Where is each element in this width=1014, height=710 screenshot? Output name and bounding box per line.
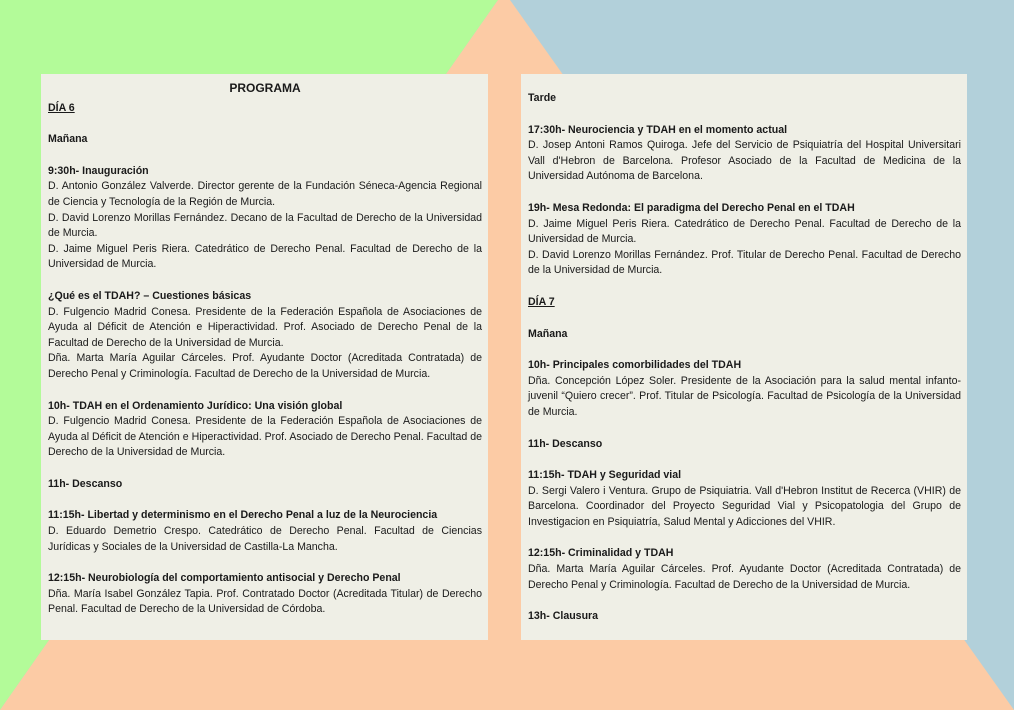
- program-right-panel: [521, 74, 967, 640]
- session-heading: 19h- Mesa Redonda: El paradigma del Derecho Penal en el TDAH: [528, 201, 855, 214]
- session-item: [48, 164, 482, 273]
- speaker-line: D. Josep Antoni Ramos Quiroga. Jefe del Servicio de Psiquiatría del Hospital Universitari Vall d'Hebron de Barcelona. Profesor Asociado de la Facultad de Medicina de la Universidad Autónoma de Barcelona.: [528, 139, 961, 183]
- afternoon-heading: Tarde: [528, 92, 557, 104]
- session-heading: 10h- TDAH en el Ordenamiento Jurídico: Una visión global: [48, 399, 343, 412]
- program-left-panel: [41, 74, 488, 640]
- session-heading: 12:15h- Neurobiología del comportamiento antisocial y Derecho Penal: [48, 572, 401, 585]
- speaker-line: D. Antonio González Valverde. Director gerente de la Fundación Séneca-Agencia Regional de Ciencia y Tecnología de la Región de Murcia.: [48, 180, 482, 208]
- speaker-line: D. Sergi Valero i Ventura. Grupo de Psiquiatria. Vall d'Hebron Institut de Recerca (VHIR) de Barcelona. Coordinador del Proyecto Seguridad Vial y Psicopatologia del Grupo de Investigacion en Psiquiatría, Salud Mental y Adicciones del VHIR.: [528, 484, 961, 528]
- session-item: [528, 123, 961, 185]
- program-title: PROGRAMA: [229, 81, 301, 95]
- session-item: [48, 477, 482, 493]
- session-item: [528, 468, 961, 530]
- session-item: [528, 358, 961, 420]
- session-item: [48, 399, 482, 461]
- session-heading: 11:15h- Libertad y determinismo en el Derecho Penal a luz de la Neurociencia: [48, 509, 438, 522]
- session-item: [48, 571, 482, 618]
- session-heading: 10h- Principales comorbilidades del TDAH: [528, 359, 742, 372]
- speaker-line: Dña. Marta María Aguilar Cárceles. Prof. Ayudante Doctor (Acreditada Contratada) de Derecho Penal y Criminología. Facultad de Derecho de la Universidad de Murcia.: [528, 563, 961, 591]
- session-item: [48, 289, 482, 383]
- speaker-line: D. Jaime Miguel Peris Riera. Catedrático de Derecho Penal. Facultad de Derecho de la Universidad de Murcia.: [48, 242, 482, 271]
- session-heading: ¿Qué es el TDAH? – Cuestiones básicas: [48, 289, 252, 302]
- speaker-line: D. Jaime Miguel Peris Riera. Catedrático de Derecho Penal. Facultad de Derecho de la Universidad de Murcia.: [528, 217, 961, 246]
- day-7-heading: DÍA 7: [528, 295, 555, 308]
- speaker-line: D. Fulgencio Madrid Conesa. Presidente de la Federación Española de Asociaciones de Ayuda al Déficit de Atención e Hiperactividad. Prof. Asociado de Derecho Penal. Facultad de Derecho de la Universidad de Murcia.: [48, 415, 482, 459]
- closing-heading: 13h- Clausura: [528, 610, 599, 623]
- session-heading: 11:15h- TDAH y Seguridad vial: [528, 469, 682, 482]
- break-heading: 11h- Descanso: [528, 437, 603, 450]
- speaker-line: D. Eduardo Demetrio Crespo. Catedrático de Derecho Penal. Facultad de Ciencias Jurídicas y Sociales de la Universidad de Castilla-La Mancha.: [48, 525, 482, 553]
- session-item: [528, 609, 961, 625]
- speaker-line: D. David Lorenzo Morillas Fernández. Prof. Titular de Derecho Penal. Facultad de Derecho de la Universidad de Murcia.: [528, 248, 961, 277]
- session-item: [48, 508, 482, 555]
- session-heading: 17:30h- Neurociencia y TDAH en el momento actual: [528, 123, 788, 136]
- morning-heading: Mañana: [48, 133, 88, 146]
- day-6-heading: DÍA 6: [48, 101, 75, 114]
- speaker-line: D. Fulgencio Madrid Conesa. Presidente de la Federación Española de Asociaciones de Ayuda al Déficit de Atención e Hiperactividad. Prof. Asociado de Derecho Penal de la Facultad de Derecho de la Universidad de Murcia.: [48, 305, 482, 349]
- speaker-line: Dña. Marta María Aguilar Cárceles. Prof. Ayudante Doctor (Acreditada Contratada) de Derecho Penal y Criminología. Facultad de Derecho de la Universidad de Murcia.: [48, 352, 482, 380]
- session-item: [528, 201, 961, 279]
- speaker-line: D. David Lorenzo Morillas Fernández. Decano de la Facultad de Derecho de la Universidad de Murcia.: [48, 211, 482, 240]
- session-heading: 12:15h- Criminalidad y TDAH: [528, 547, 674, 560]
- morning-heading: Mañana: [528, 327, 568, 340]
- session-heading: 9:30h- Inauguración: [48, 164, 149, 177]
- speaker-line: Dña. María Isabel González Tapia. Prof. Contratado Doctor (Acreditada Titular) de Derecho Penal. Facultad de Derecho de la Universidad de Córdoba.: [48, 587, 482, 616]
- session-item: [528, 546, 961, 593]
- speaker-line: Dña. Concepción López Soler. Presidente de la Asociación para la salud mental infanto-juvenil “Quiero crecer”. Prof. Titular de Psicología. Facultad de Psicología de la Universidad de Murcia.: [528, 374, 961, 418]
- session-item: [528, 437, 961, 453]
- break-heading: 11h- Descanso: [48, 477, 123, 490]
